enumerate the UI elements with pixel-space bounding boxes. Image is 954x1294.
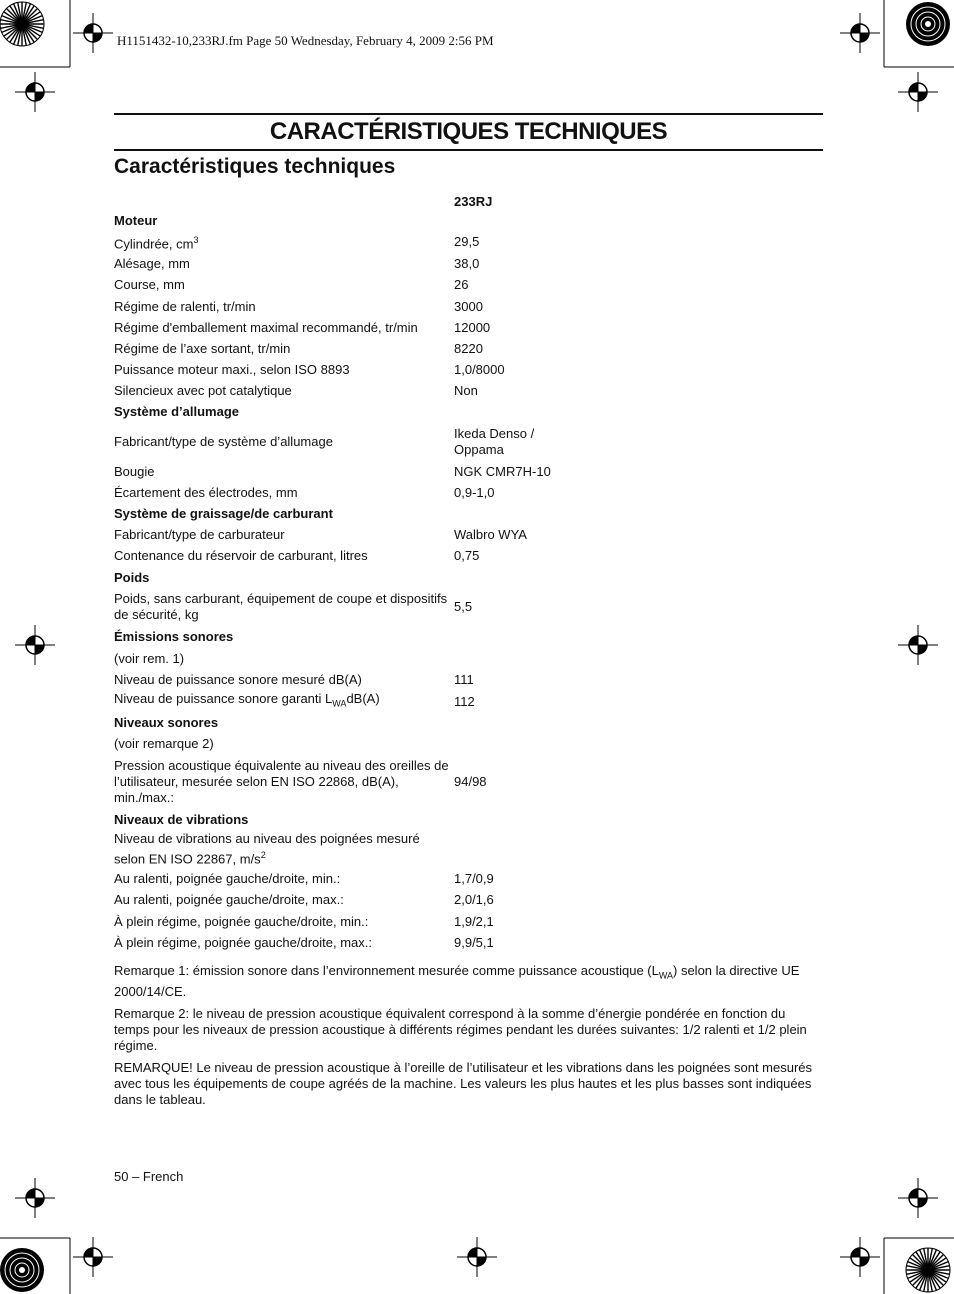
row-label: Course, mm: [114, 277, 185, 292]
row-value: Walbro WYA: [454, 526, 527, 542]
row-label: Niveaux sonores: [114, 714, 219, 730]
row-value: 0,9-1,0: [454, 484, 495, 500]
table-row: [114, 932, 574, 953]
row-label: Niveau de puissance sonore garanti $L_{WA}dB(A)$: [114, 691, 380, 709]
row-value: NGK CMR7H-10: [454, 463, 551, 479]
row-label: Régime d'emballement maximal recommandé, tr/min: [114, 319, 418, 335]
row-value: 2,0/1,6: [454, 892, 494, 907]
row-label: Système de graissage/de carburant: [114, 505, 333, 521]
note-3: REMARQUE! Le niveau de pression acoustique à l’oreille de l’utilisateur et les vibrations dans les poignées sont mesurés avec tous les équipements de coupe agréés de la machine. Les valeurs les plus hautes et les plus basses sont indiquées dans le tableau.: [114, 1059, 813, 1107]
table-row: [114, 830, 574, 868]
note-1: Remarque 1: émission sonore dans l’environnement mesurée comme puissance acoustique $(L_{WA})$ selon la directive UE 2000/14/CE.: [114, 963, 800, 999]
row-value: 3000: [454, 298, 483, 314]
table-row: [114, 691, 574, 712]
notes: [114, 963, 824, 1114]
row-value: 5,5: [454, 599, 473, 614]
row-label: Au ralenti, poignée gauche/droite, min.:: [114, 870, 341, 886]
row-label: Alésage, mm: [114, 255, 190, 271]
table-row: [114, 274, 574, 296]
row-label: Fabricant/type de système d’allumage: [114, 434, 333, 449]
table-section-heading: [114, 503, 574, 524]
table-section-heading: [114, 809, 574, 830]
table-row: [114, 755, 574, 809]
model-header-row: [114, 192, 574, 211]
row-value: 1,0/8000: [454, 361, 505, 377]
row-label: Silencieux avec pot catalytique: [114, 382, 292, 398]
table-row: [114, 733, 574, 755]
row-label: Écartement des électrodes, mm: [114, 484, 298, 500]
row-label: Niveaux de vibrations: [114, 811, 249, 827]
row-label: Contenance du réservoir de carburant, litres: [114, 548, 368, 563]
row-label: Fabricant/type de carburateur: [114, 526, 285, 542]
model-label: 233RJ: [454, 193, 493, 209]
table-row: [114, 253, 574, 274]
table-row: [114, 545, 574, 567]
table-row: [114, 648, 574, 669]
table-row: [114, 317, 574, 338]
row-value: 111: [454, 672, 474, 687]
row-label: Bougie: [114, 463, 155, 479]
table-section-heading: [114, 401, 574, 423]
table-row: [114, 423, 574, 461]
row-value: 38,0: [454, 255, 480, 271]
row-label: Régime de l’axe sortant, tr/min: [114, 340, 291, 356]
file-header: H1151432-10,233RJ.fm Page 50 Wednesday, February 4, 2009 2:56 PM: [117, 33, 494, 48]
row-value: 1,7/0,9: [454, 870, 494, 886]
row-label: Niveau de vibrations au niveau des poignées mesuré selon EN ISO 22867, $m/s^2$: [114, 830, 420, 867]
row-label: Au ralenti, poignée gauche/droite, max.:: [114, 892, 344, 907]
table-row: [114, 669, 574, 691]
page-title: CARACTÉRISTIQUES TECHNIQUES: [269, 118, 668, 145]
row-label: Émissions sonores: [114, 629, 234, 644]
table-row: [114, 868, 574, 889]
row-value: 8220: [454, 340, 483, 356]
row-value: 29,5: [454, 234, 480, 249]
row-label: (voir remarque 2): [114, 736, 214, 751]
title-top-rule: [114, 113, 823, 115]
table-section-heading: [114, 626, 574, 648]
row-label: Cylindrée, $cm^3$: [114, 234, 199, 252]
row-label: Pression acoustique équivalente au niveau des oreilles de l’utilisateur, mesurée selon EN ISO 22868, dB(A), min./max.:: [114, 758, 449, 805]
table-section-heading: [114, 712, 574, 733]
title-bottom-rule: [114, 149, 823, 151]
row-label: À plein régime, poignée gauche/droite, max.:: [114, 934, 372, 950]
row-value: Ikeda Denso / Oppama: [454, 426, 535, 457]
table-row: [114, 380, 574, 401]
row-label: Système d’allumage: [114, 404, 239, 419]
row-value: 1,9/2,1: [454, 913, 494, 929]
table-row: [114, 482, 574, 503]
row-label: Moteur: [114, 213, 158, 228]
table-row: [114, 338, 574, 359]
table-section-heading: [114, 567, 574, 588]
table-row: [114, 231, 574, 253]
table-row: [114, 296, 574, 317]
row-label: Poids, sans carburant, équipement de coupe et dispositifs de sécurité, kg: [114, 591, 448, 622]
table-row: [114, 911, 574, 932]
row-label: Niveau de puissance sonore mesuré dB(A): [114, 672, 362, 687]
row-value: 9,9/5,1: [454, 934, 494, 950]
row-label: Poids: [114, 569, 150, 585]
page-footer: 50 – French: [114, 1169, 184, 1184]
row-value: 112: [454, 693, 475, 709]
section-heading: Caractéristiques techniques: [114, 155, 396, 178]
note-2: Remarque 2: le niveau de pression acoustique équivalent correspond à la somme d’énergie pondérée en fonction du temps pour les niveaux de pression acoustique à différents régimes pendant les durées suivantes: 1/2 ralenti et 1/2 plein régime.: [114, 1005, 807, 1053]
row-label: À plein régime, poignée gauche/droite, min.:: [114, 913, 369, 929]
row-value: Non: [454, 382, 478, 398]
row-value: 12000: [454, 319, 491, 335]
table-row: [114, 461, 574, 482]
row-label: Puissance moteur maxi., selon ISO 8893: [114, 361, 350, 377]
row-value: 26: [454, 277, 469, 292]
table-section-heading: [114, 211, 574, 231]
table-row: [114, 588, 574, 626]
spec-table: [114, 192, 574, 953]
row-value: 0,75: [454, 548, 480, 563]
table-row: [114, 524, 574, 545]
row-label: Régime de ralenti, tr/min: [114, 298, 256, 314]
row-label: (voir rem. 1): [114, 650, 185, 666]
table-row: [114, 359, 574, 380]
row-value: 94/98: [454, 774, 487, 789]
table-row: [114, 889, 574, 911]
